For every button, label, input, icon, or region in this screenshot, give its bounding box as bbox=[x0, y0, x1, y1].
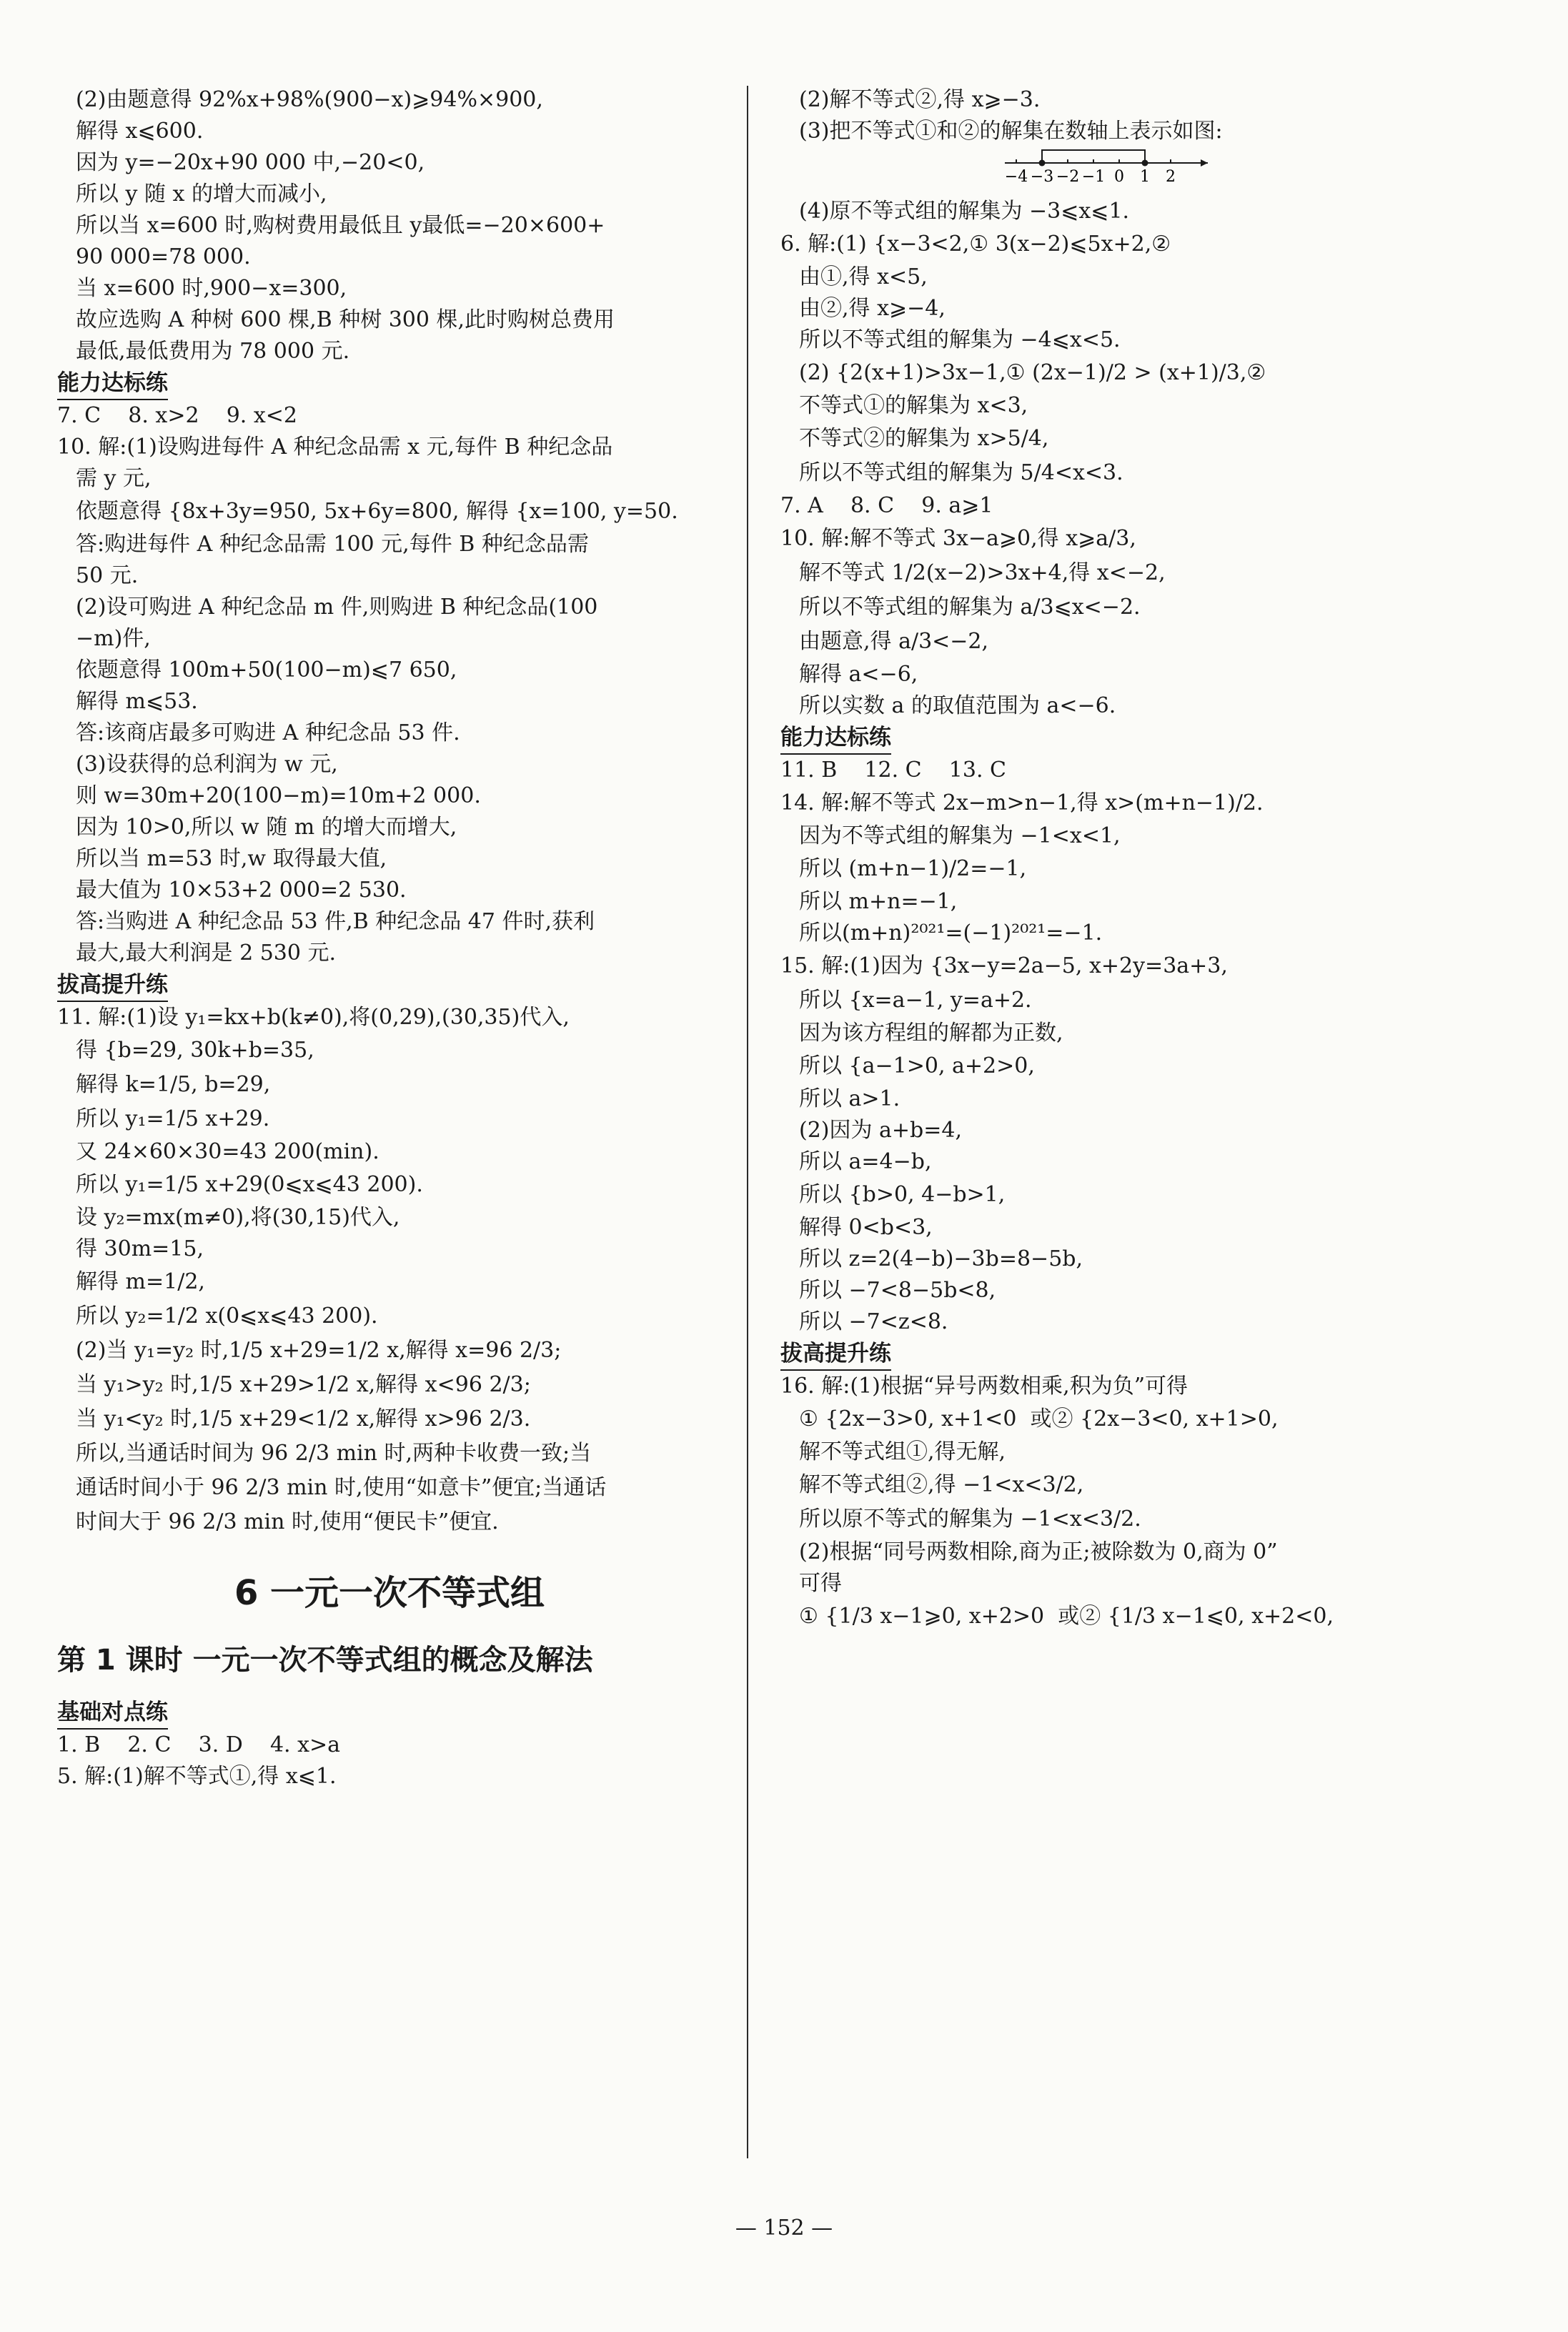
text-line: 6. 解:(1) {x−3<2,① 3(x−2)⩽5x+2,② bbox=[780, 232, 1171, 257]
text-line: 所以 {b>0, 4−b>1, bbox=[799, 1182, 1006, 1207]
text-line: 得 30m=15, bbox=[76, 1236, 204, 1261]
text-line: 14. 解:解不等式 2x−m>n−1,得 x>(m+n−1)/2. bbox=[780, 790, 1264, 815]
text-line: 所以 y₁=1/5 x+29. bbox=[76, 1106, 270, 1131]
text-line: 所以,当通话时间为 96 2/3 min 时,两种卡收费一致;当 bbox=[76, 1441, 592, 1466]
right-block-1 bbox=[780, 84, 1502, 147]
text-line: 1. B 2. C 3. D 4. x>a bbox=[57, 1732, 341, 1757]
text-line: 所以当 x=600 时,购树费用最低且 y最低=−20×600+ bbox=[76, 213, 605, 238]
left-block-3 bbox=[57, 1002, 722, 1539]
right-block-4 bbox=[780, 1371, 1502, 1634]
text-line: 因为不等式组的解集为 −1<x<1, bbox=[799, 823, 1121, 848]
text-line: 需 y 元, bbox=[76, 466, 152, 491]
text-line: 11. 解:(1)设 y₁=kx+b(k≠0),将(0,29),(30,35)代入, bbox=[57, 1005, 570, 1030]
text-line: 10. 解:解不等式 3x−a⩾0,得 x⩾a/3, bbox=[780, 526, 1136, 551]
text-line: 通话时间小于 96 2/3 min 时,使用“如意卡”便宜;当通话 bbox=[76, 1475, 607, 1500]
number-line-tick-label: −4 bbox=[1004, 168, 1028, 186]
text-line: 不等式②的解集为 x>5/4, bbox=[799, 426, 1049, 451]
text-line: 所以 y 随 x 的增大而减小, bbox=[76, 182, 327, 207]
text-line: (3)把不等式①和②的解集在数轴上表示如图: bbox=[799, 119, 1223, 144]
right-block-2 bbox=[780, 196, 1502, 722]
number-line bbox=[1002, 147, 1238, 193]
text-line: 得 {b=29, 30k+b=35, bbox=[76, 1038, 314, 1063]
text-line: 7. A 8. C 9. a⩾1 bbox=[780, 493, 993, 518]
text-line: 因为 10>0,所以 w 随 m 的增大而增大, bbox=[76, 815, 457, 840]
solution-endpoint bbox=[1039, 160, 1046, 167]
number-line-tick-label: −3 bbox=[1030, 168, 1054, 186]
text-line: 时间大于 96 2/3 min 时,使用“便民卡”便宜. bbox=[76, 1509, 499, 1534]
text-line: 所以 m+n=−1, bbox=[799, 889, 958, 914]
section-heading: 拔高提升练 bbox=[57, 969, 168, 1002]
text-line: 11. B 12. C 13. C bbox=[780, 758, 1006, 783]
column-divider bbox=[747, 86, 748, 2158]
chapter-title: 6 一元一次不等式组 bbox=[234, 1573, 545, 1613]
text-line: (2)当 y₁=y₂ 时,1/5 x+29=1/2 x,解得 x=96 2/3; bbox=[76, 1338, 562, 1363]
text-line: 所以 {x=a−1, y=a+2. bbox=[799, 988, 1032, 1013]
text-line: (3)设获得的总利润为 w 元, bbox=[76, 752, 338, 777]
text-line: 7. C 8. x>2 9. x<2 bbox=[57, 403, 298, 428]
lesson-title: 第 1 课时 一元一次不等式组的概念及解法 bbox=[57, 1644, 593, 1677]
text-line: 16. 解:(1)根据“异号两数相乘,积为负”可得 bbox=[780, 1374, 1189, 1399]
text-line: 所以当 m=53 时,w 取得最大值, bbox=[76, 846, 387, 871]
page-number: — 152 — bbox=[735, 2216, 833, 2241]
text-line: 10. 解:(1)设购进每件 A 种纪念品需 x 元,每件 B 种纪念品 bbox=[57, 435, 613, 460]
text-line: 所以 −7<8−5b<8, bbox=[799, 1278, 996, 1303]
text-line: 因为 y=−20x+90 000 中,−20<0, bbox=[76, 150, 425, 175]
left-column bbox=[57, 84, 722, 1792]
number-line-arrow bbox=[1201, 159, 1208, 167]
number-line-tick-label: 2 bbox=[1166, 168, 1176, 186]
text-line: 又 24×60×30=43 200(min). bbox=[76, 1139, 379, 1164]
text-line: 解不等式组①,得无解, bbox=[799, 1439, 1006, 1464]
text-line: 所以 (m+n−1)/2=−1, bbox=[799, 856, 1027, 881]
text-line: 所以原不等式的解集为 −1<x<3/2. bbox=[799, 1507, 1141, 1532]
text-line: (2)解不等式②,得 x⩾−3. bbox=[799, 87, 1041, 112]
text-line: 所以不等式组的解集为 −4⩽x<5. bbox=[799, 327, 1121, 352]
text-line: 最大值为 10×53+2 000=2 530. bbox=[76, 878, 407, 903]
number-line-figure bbox=[780, 147, 1502, 196]
text-line: 解得 k=1/5, b=29, bbox=[76, 1072, 271, 1097]
text-line: 因为该方程组的解都为正数, bbox=[799, 1021, 1063, 1046]
text-line: 所以 −7<z<8. bbox=[799, 1309, 948, 1334]
text-line: 90 000=78 000. bbox=[76, 244, 251, 269]
text-line: 答:当购进 A 种纪念品 53 件,B 种纪念品 47 件时,获利 bbox=[76, 909, 595, 934]
text-line: 所以 {a−1>0, a+2>0, bbox=[799, 1053, 1035, 1078]
text-line: 可得 bbox=[799, 1571, 842, 1596]
text-line: 解得 a<−6, bbox=[799, 662, 918, 687]
text-line: 5. 解:(1)解不等式①,得 x⩽1. bbox=[57, 1764, 337, 1789]
text-line: 由题意,得 a/3<−2, bbox=[799, 629, 989, 654]
text-line: ① {2x−3>0, x+1<0 或② {2x−3<0, x+1>0, bbox=[799, 1406, 1279, 1432]
text-line: 解得 m⩽53. bbox=[76, 689, 198, 714]
text-line: 答:购进每件 A 种纪念品需 100 元,每件 B 种纪念品需 bbox=[76, 532, 589, 557]
solution-endpoint bbox=[1142, 160, 1148, 167]
text-line: 解得 0<b<3, bbox=[799, 1215, 933, 1240]
right-column bbox=[780, 84, 1502, 1634]
section-heading: 能力达标练 bbox=[780, 722, 891, 755]
text-line: 15. 解:(1)因为 {3x−y=2a−5, x+2y=3a+3, bbox=[780, 953, 1228, 978]
text-line: (2)设可购进 A 种纪念品 m 件,则购进 B 种纪念品(100 bbox=[76, 595, 598, 620]
text-line: (2)由题意得 92%x+98%(900−x)⩾94%×900, bbox=[76, 87, 543, 112]
section-heading: 能力达标练 bbox=[57, 367, 168, 400]
text-line: 所以不等式组的解集为 5/4<x<3. bbox=[799, 460, 1123, 485]
text-line: 当 y₁<y₂ 时,1/5 x+29<1/2 x,解得 x>96 2/3. bbox=[76, 1406, 531, 1432]
text-line: 则 w=30m+20(100−m)=10m+2 000. bbox=[76, 783, 481, 808]
section-heading: 拔高提升练 bbox=[780, 1338, 891, 1371]
text-line: 所以 y₁=1/5 x+29(0⩽x⩽43 200). bbox=[76, 1172, 423, 1197]
text-line: 所以 a>1. bbox=[799, 1086, 900, 1111]
text-line: 50 元. bbox=[76, 563, 139, 588]
text-line: 解不等式组②,得 −1<x<3/2, bbox=[799, 1472, 1084, 1497]
text-line: 故应选购 A 种树 600 棵,B 种树 300 棵,此时购树总费用 bbox=[76, 307, 615, 332]
text-line: 所以(m+n)²⁰²¹=(−1)²⁰²¹=−1. bbox=[799, 921, 1103, 946]
text-line: (4)原不等式组的解集为 −3⩽x⩽1. bbox=[799, 199, 1130, 224]
left-block-4 bbox=[57, 1730, 722, 1792]
text-line: 由①,得 x<5, bbox=[799, 264, 928, 289]
text-line: 最低,最低费用为 78 000 元. bbox=[76, 339, 350, 364]
text-line: (2)因为 a+b=4, bbox=[799, 1118, 963, 1143]
text-line: 解得 x⩽600. bbox=[76, 119, 204, 144]
number-line-tick-label: 0 bbox=[1114, 168, 1124, 186]
left-block-2 bbox=[57, 400, 722, 969]
text-line: 所以实数 a 的取值范围为 a<−6. bbox=[799, 693, 1116, 718]
section-heading: 基础对点练 bbox=[57, 1697, 168, 1730]
text-line: 所以 a=4−b, bbox=[799, 1149, 932, 1174]
right-block-3 bbox=[780, 755, 1502, 1338]
text-line: 所以 y₂=1/2 x(0⩽x⩽43 200). bbox=[76, 1304, 378, 1329]
text-line: 依题意得 {8x+3y=950, 5x+6y=800, 解得 {x=100, y=50. bbox=[76, 499, 678, 524]
text-line: 解得 m=1/2, bbox=[76, 1269, 205, 1294]
text-line: −m)件, bbox=[76, 626, 151, 651]
number-line-tick-label: −2 bbox=[1056, 168, 1080, 186]
text-line: 依题意得 100m+50(100−m)⩽7 650, bbox=[76, 658, 457, 683]
text-line: 当 y₁>y₂ 时,1/5 x+29>1/2 x,解得 x<96 2/3; bbox=[76, 1372, 531, 1397]
text-line: 所以不等式组的解集为 a/3⩽x<−2. bbox=[799, 595, 1141, 620]
text-line: 所以 z=2(4−b)−3b=8−5b, bbox=[799, 1246, 1083, 1271]
text-line: (2)根据“同号两数相除,商为正;被除数为 0,商为 0” bbox=[799, 1539, 1278, 1564]
number-line-tick-label: −1 bbox=[1081, 168, 1106, 186]
text-line: 不等式①的解集为 x<3, bbox=[799, 393, 1028, 418]
text-line: 设 y₂=mx(m≠0),将(30,15)代入, bbox=[76, 1205, 400, 1230]
number-line-tick-label: 1 bbox=[1140, 168, 1150, 186]
text-line: 当 x=600 时,900−x=300, bbox=[76, 276, 347, 301]
text-line: 最大,最大利润是 2 530 元. bbox=[76, 941, 337, 966]
text-line: ① {1/3 x−1⩾0, x+2>0 或② {1/3 x−1⩽0, x+2<0, bbox=[799, 1604, 1334, 1629]
text-line: 由②,得 x⩾−4, bbox=[799, 296, 946, 321]
text-line: 答:该商店最多可购进 A 种纪念品 53 件. bbox=[76, 720, 460, 745]
text-line: (2) {2(x+1)>3x−1,① (2x−1)/2 > (x+1)/3,② bbox=[799, 360, 1266, 385]
left-block-1 bbox=[57, 84, 722, 367]
text-line: 解不等式 1/2(x−2)>3x+4,得 x<−2, bbox=[799, 560, 1166, 585]
